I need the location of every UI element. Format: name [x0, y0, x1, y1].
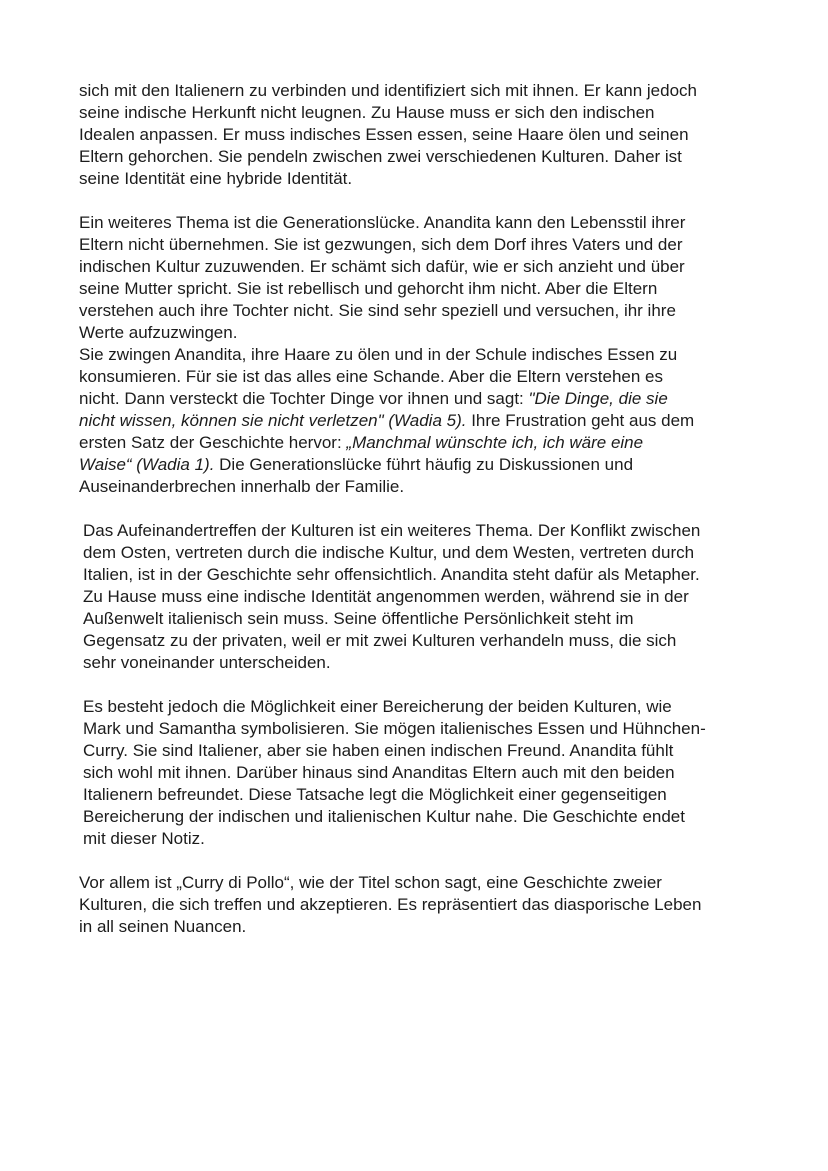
- paragraph-conclusion: [79, 872, 759, 938]
- quote-text: nicht wissen, können sie nicht verletzen" (Wadia 5).: [79, 411, 467, 430]
- document-page: [79, 80, 759, 938]
- text-line: sehr voneinander unterscheiden.: [83, 653, 331, 672]
- paragraph-culture-clash: [83, 520, 759, 674]
- paragraph-gap: [79, 674, 759, 696]
- text-line: Es besteht jedoch die Möglichkeit einer Bereicherung der beiden Kulturen, wie: [83, 697, 672, 716]
- text-line: in all seinen Nuancen.: [79, 917, 247, 936]
- text-line: Bereicherung der indischen und italienischen Kultur nahe. Die Geschichte endet: [83, 807, 685, 826]
- text-run: nicht. Dann versteckt die Tochter Dinge vor ihnen und sagt:: [79, 389, 529, 408]
- text-line: Auseinanderbrechen innerhalb der Familie.: [79, 477, 405, 496]
- text-line: konsumieren. Für sie ist das alles eine Schande. Aber die Eltern verstehen es: [79, 367, 663, 386]
- text-line: Außenwelt italienisch sein muss. Seine öffentliche Persönlichkeit steht im: [83, 609, 634, 628]
- text-line: verstehen auch ihre Tochter nicht. Sie sind sehr speziell und versuchen, ihr ihre: [79, 301, 676, 320]
- text-line: Das Aufeinandertreffen der Kulturen ist ein weiteres Thema. Der Konflikt zwischen: [83, 521, 701, 540]
- text-line: Kulturen, die sich treffen und akzeptieren. Es repräsentiert das diasporische Leben: [79, 895, 702, 914]
- text-line: Zu Hause muss eine indische Identität angenommen werden, während sie in der: [83, 587, 689, 606]
- text-line: Ein weiteres Thema ist die Generationslücke. Anandita kann den Lebensstil ihrer: [79, 213, 686, 232]
- text-line: Gegensatz zu der privaten, weil er mit zwei Kulturen verhandeln muss, die sich: [83, 631, 677, 650]
- paragraph-gap: [79, 190, 759, 212]
- text-line: Idealen anpassen. Er muss indisches Essen essen, seine Haare ölen und seinen: [79, 125, 689, 144]
- text-line: Curry. Sie sind Italiener, aber sie haben einen indischen Freund. Anandita fühlt: [83, 741, 674, 760]
- text-line: Italien, ist in der Geschichte sehr offensichtlich. Anandita steht dafür als Metapher.: [83, 565, 700, 584]
- text-line: [79, 454, 759, 476]
- quote-text: Waise“ (Wadia 1).: [79, 455, 215, 474]
- text-line: Sie zwingen Anandita, ihre Haare zu ölen und in der Schule indisches Essen zu: [79, 345, 678, 364]
- text-line: Mark und Samantha symbolisieren. Sie mögen italienisches Essen und Hühnchen-: [83, 719, 706, 738]
- text-line: [79, 410, 759, 432]
- quote-text: "Die Dinge, die sie: [528, 389, 668, 408]
- text-line: Eltern gehorchen. Sie pendeln zwischen zwei verschiedenen Kulturen. Daher ist: [79, 147, 682, 166]
- text-line: seine indische Herkunft nicht leugnen. Zu Hause muss er sich den indischen: [79, 103, 655, 122]
- quote-text: „Manchmal wünschte ich, ich wäre eine: [346, 433, 644, 452]
- paragraph-gap: [79, 498, 759, 520]
- text-line: Vor allem ist „Curry di Pollo“, wie der Titel schon sagt, eine Geschichte zweier: [79, 873, 662, 892]
- text-line: dem Osten, vertreten durch die indische Kultur, und dem Westen, vertreten durch: [83, 543, 695, 562]
- text-line: seine Mutter spricht. Sie ist rebellisch und gehorcht ihm nicht. Aber die Eltern: [79, 279, 658, 298]
- paragraph-hybrid-identity: [79, 80, 759, 190]
- text-line: [79, 432, 759, 454]
- text-run: Ihre Frustration geht aus dem: [466, 411, 695, 430]
- text-line: sich mit den Italienern zu verbinden und identifiziert sich mit ihnen. Er kann jedoch: [79, 81, 698, 100]
- text-line: [79, 388, 759, 410]
- text-line: Italienern befreundet. Diese Tatsache legt die Möglichkeit einer gegenseitigen: [83, 785, 667, 804]
- text-run: ersten Satz der Geschichte hervor:: [79, 433, 347, 452]
- text-line: seine Identität eine hybride Identität.: [79, 169, 353, 188]
- text-line: Eltern nicht übernehmen. Sie ist gezwungen, sich dem Dorf ihres Vaters und der: [79, 235, 683, 254]
- paragraph-quotes: [79, 344, 759, 498]
- text-run: Die Generationslücke führt häufig zu Diskussionen und: [214, 455, 634, 474]
- text-line: sich wohl mit ihnen. Darüber hinaus sind Ananditas Eltern auch mit den beiden: [83, 763, 675, 782]
- paragraph-gap: [79, 850, 759, 872]
- paragraph-enrichment: [83, 696, 759, 850]
- paragraph-generation-gap: [79, 212, 759, 344]
- text-line: Werte aufzuzwingen.: [79, 323, 238, 342]
- text-line: mit dieser Notiz.: [83, 829, 205, 848]
- text-line: indischen Kultur zuzuwenden. Er schämt sich dafür, wie er sich anzieht und über: [79, 257, 685, 276]
